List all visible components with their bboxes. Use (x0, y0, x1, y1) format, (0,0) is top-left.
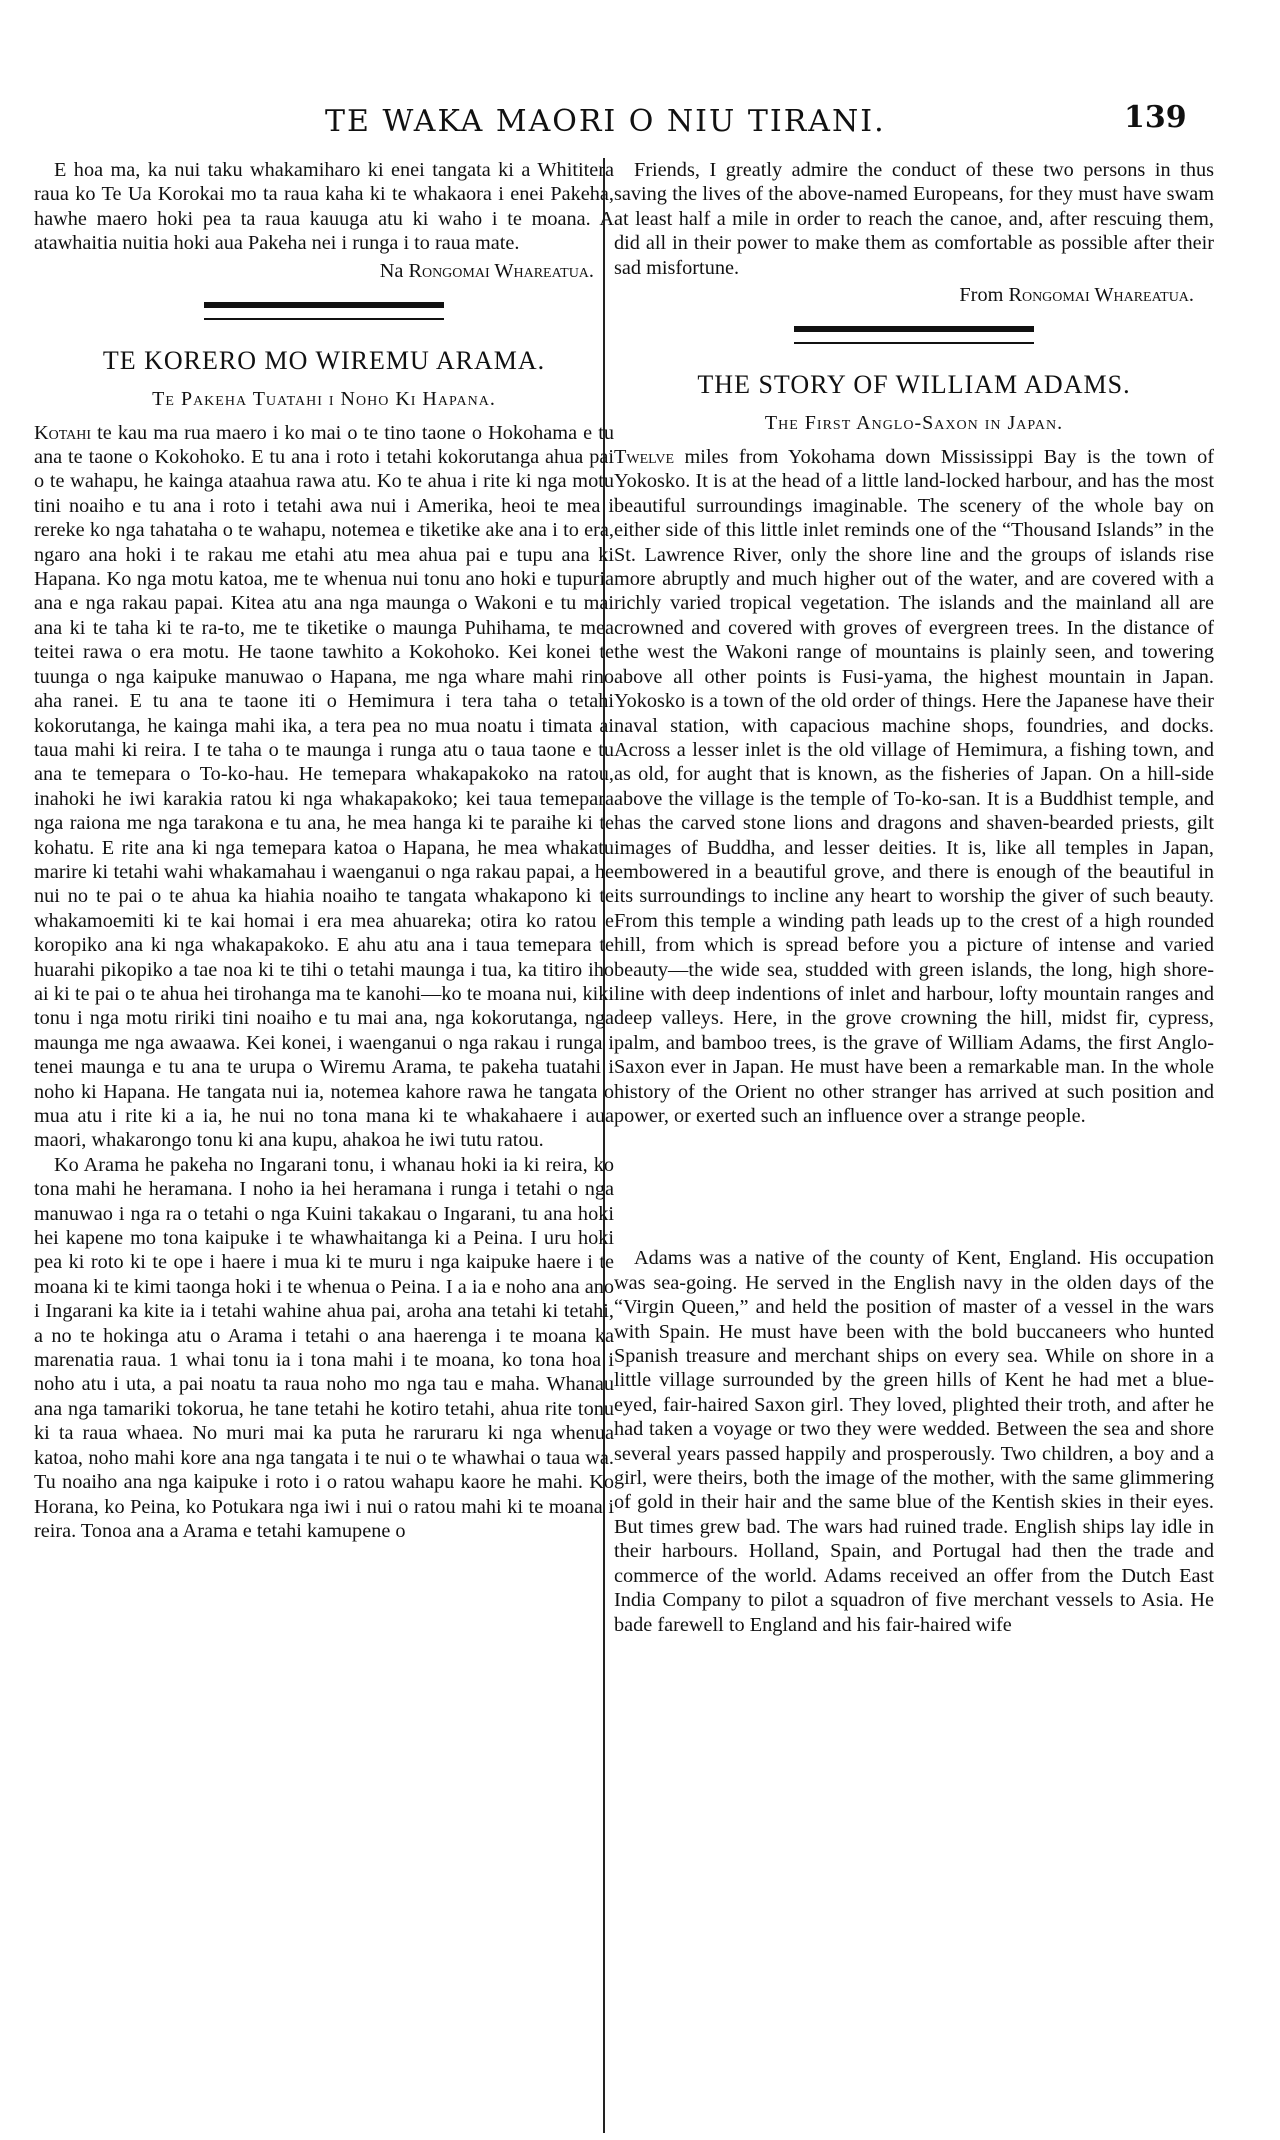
running-title: TE WAKA MAORI O NIU TIRANI. (325, 104, 886, 139)
section-rule (204, 302, 444, 308)
signature-maori (34, 258, 614, 284)
paragraph-body: miles from Yokohama down Mississippi Bay is the town of Yokosko. It is at the head of a little land-locked harbour, and has the most beautiful surroundings imaginable. The scenery of the whole bay on either side of this little inlet reminds one of the “Thousand Islands” in the St. Lawrence River, only the shore line and the groups of islands rise more abruptly and much higher out of the water, and are covered with a richly varied tropical vegetation. The islands and the mainland all are crowned and covered with groves of evergreen trees. In the distance of the west the Wakoni range of mountains is plainly seen, and towering above all other points is Fusi-yama, the highest mountain in Japan. Yokosko is a town of the old order of things. Here the Japanese have their naval station, with capacious machine shops, foundries, and docks. Across a lesser inlet is the old village of Hemimura, a fishing town, and as old, for aught that is known, as the fisheries of Japan. On a hill-side above the village is the temple of To-ko-san. It is a Buddhist temple, and has the carved stone lions and dragons and shaven-bearded priests, gilt images of Buddha, and lesser deities. It is, like all temples in Japan, embowered in a beautiful grove, and there is enough of the beautiful in its surroundings to incline any heart to worship the giver of such beauty. From this temple a winding path leads up to the crest of a high rounded hill, from which is spread before you a picture of intense and varied beauty—the wide sea, studded with green islands, the long, high shore-line with deep indentions of inlet and harbour, lofty mountain ranges and deep valleys. Here, in the grove crowning the hill, midst fir, cypress, palm, and bamboo trees, is the grave of William Adams, the first Anglo-Saxon ever in Japan. He must have been a remarkable man. In the whole history of the Orient no other stranger has arrived at such position and power, or exerted such an influence over a strange people. (614, 446, 1214, 1127)
signature-name: Rongomai Whareatua. (1008, 284, 1194, 307)
page-header (0, 100, 1280, 144)
maori-column (34, 158, 614, 1543)
english-column (614, 158, 1214, 1637)
intro-paragraph-english: Friends, I greatly admire the conduct of these two persons in thus saving the lives of the above-named Europeans, for they must have swam at least half a mile in order to reach the canoe, and, after rescuing them, did all in their power to make them as comfortable as possible after their sad misfortune. (614, 159, 1214, 279)
article-paragraph-1-english (614, 445, 1214, 1128)
article-paragraph-2-english: Adams was a native of the county of Kent, England. His occupation was sea-going. He served in the English navy in the olden days of the “Virgin Queen,” and held the position of master of a vessel in the wars with Spain. He must have been with the bold buccaneers who hunted Spanish treasure and merchant ships on every sea. While on shore in a little village surrounded by the green hills of Kent he had met a blue-eyed, fair-haired Saxon girl. They loved, plighted their troth, and after he had taken a voyage or two they were wedded. Between the sea and shore several years passed happily and prosperously. Two children, a boy and a girl, were theirs, both the image of the mother, with the same glimmering of gold in their hair and the same blue of the Kentish skies in their eyes. But times grew bad. The wars had ruined trade. English ships lay idle in their harbours. Holland, Spain, and Portugal had then the trade and commerce of the world. Adams received an offer from the Dutch East India Company to pilot a squadron of five merchant vessels to Asia. He bade farewell to England and his fair-haired wife (614, 1247, 1214, 1636)
section-rule (794, 326, 1034, 332)
signature-prefix: Na (379, 259, 404, 282)
signature-name: Rongomai Whareatua. (408, 259, 594, 282)
intro-paragraph-maori: E hoa ma, ka nui taku whakamiharo ki enei tangata ki a Whititera raua ko Te Ua Korokai mo ta raua kaha ki te whakaora i enei Pakeha, hawhe maero hoki pea ta raua kauuga atu ki waho i te moana. A atawhaitia nuitia hoki aua Pakeha nei i runga i to raua mate. (34, 159, 614, 255)
section-rule-thin (204, 318, 444, 320)
lead-word: Twelve (614, 446, 675, 469)
column-gap (614, 1128, 1214, 1246)
lead-word: Kotahi (34, 421, 92, 444)
paragraph-body: te kau ma rua maero i ko mai o te tino taone o Hokohama e tu ana te taone o Kokohoko. E tu ana i roto i tetahi kokorutanga ahua pai o te wahapu, he kainga ataahua rawa atu. Ko te ahua i rite ki nga motu tini noaiho e tu ana i roto i tetahi awa nui i Amerika, heoi te mea i rereke ko nga tahataha o te wahapu, notemea e tiketike ake ana i to era, ngaro ana hoki i te rakau me etahi atu mea ahua pai e tupu ana ki Hapana. Ko nga motu katoa, me te whenua nui tonu ano hoki e tupuria ana e nga rakau papai. Kitea atu ana nga maunga o Wakoni e tu mai ana ki te taha ki te ra-to, me te tiketike o maunga Puhihama, te mea teitei rawa o era motu. He taone tawhito a Kokohoko. Kei konei te tuunga o nga kaipuke manuwao o Hapana, me nga whare mahi rino aha ranei. E tu ana te taone iti o Hemimura i tera taha o tetahi kokorutanga, he kainga mahi ika, a tera pea no mua noatu i timata ai taua mahi ki reira. I te taha o te maunga i runga atu o taua taone e tu ana te temepara o To-ko-hau. He temepara whakapakoko na ratou, inahoki he iwi karakia ratou ki nga whakapakoko; kei taua temepara nga raiona me nga tarakona e tu ana, he mea hanga ki te paraihe ki te kohatu. E rite ana ki nga temepara katoa o Hapana, he mea whakatu marire ki tetahi wahi whakamahau i waenganui o nga rakau papai, a he nui no te pai o te ahua ka hiahia noaiho te tangata whakapono ki te whakamoemiti ki te kai homai i era mea ahuareka; otira ko ratou e koropiko ana ki nga whakapakoko. E ahu atu ana i taua temepara te huarahi pikopiko a tae noa ki te tihi o tetahi maunga i tua, ka titiro iho ai ki te pai o te ahua hei tirohanga ma te kanohi—ko te moana nui, kiki tonu i nga motu ririki tini noaiho e tu mai ana, nga kokorutanga, nga maunga me nga awaawa. Kei konei, i waenganui o nga rakau i runga i tenei maunga e tu ana te urupa o Wiremu Arama, te pakeha tuatahi i noho ki Hapana. He tangata nui ia, notemea kahore rawa he tangata o mua atu i rite ki a ia, he nui no tona mana ki te whakahaere i aua maori, whakarongo tonu ki ana kupu, ahakoa he iwi tutu ratou. (34, 421, 614, 1152)
article-title-maori: TE KORERO MO WIREMU ARAMA. (102, 345, 546, 375)
article-paragraph-1-maori (34, 421, 614, 1153)
signature-prefix: From (959, 284, 1004, 307)
article-title-english: THE STORY OF WILLIAM ADAMS. (697, 370, 1131, 400)
page-number: 139 (1124, 100, 1187, 135)
article-paragraph-2-maori: Ko Arama he pakeha no Ingarani tonu, i whanau hoki ia ki reira, ko tona mahi he heramana. I noho ia hei heramana i runga i tetahi o nga manuwao i nga ra o tetahi o nga Kuini takakau o Ingarani, tu ana hoki hei kapene mo tona kaipuke i te whawhaitanga ki a Peina. I uru hoki pea ki roto ki te ope i haere i mua ki te muru i nga kaipuke haere i te moana ki te kimi taonga hoki i te whenua o Peina. I a ia e noho ana ano i Ingarani ka kite ia i tetahi wahine ahua pai, aroha ana tetahi ki tetahi, a no te hokinga atu o Arama i tetahi o ana haerenga i te moana ka marenatia raua. 1 whai tonu ia i tona mahi i te moana, ko tona hoa i noho atu i uta, a pai noatu ta raua noho mo nga tau e maha. Whanau ana nga tamariki tokorua, he tane tetahi he kotiro tetahi, ahua rite tonu ki ta raua whaea. No muri mai ka puta he raruraru ki nga whenua katoa, noho mahi kore ana nga tangata i te nui o te whawhai o taua wa. Tu noaiho ana nga kaipuke i roto i o ratou wahapu kaore he mahi. Ko Horana, ko Peina, ko Potukara nga iwi i nui o ratou mahi ki te moana i reira. Tonoa ana a Arama e tetahi kamupene o (34, 1153, 614, 1542)
signature-english (614, 282, 1214, 308)
article-subtitle-maori: Te Pakeha Tuatahi i Noho Ki Hapana. (152, 387, 496, 410)
article-subtitle-english: The First Anglo-Saxon in Japan. (764, 412, 1064, 435)
section-rule-thin (794, 342, 1034, 344)
